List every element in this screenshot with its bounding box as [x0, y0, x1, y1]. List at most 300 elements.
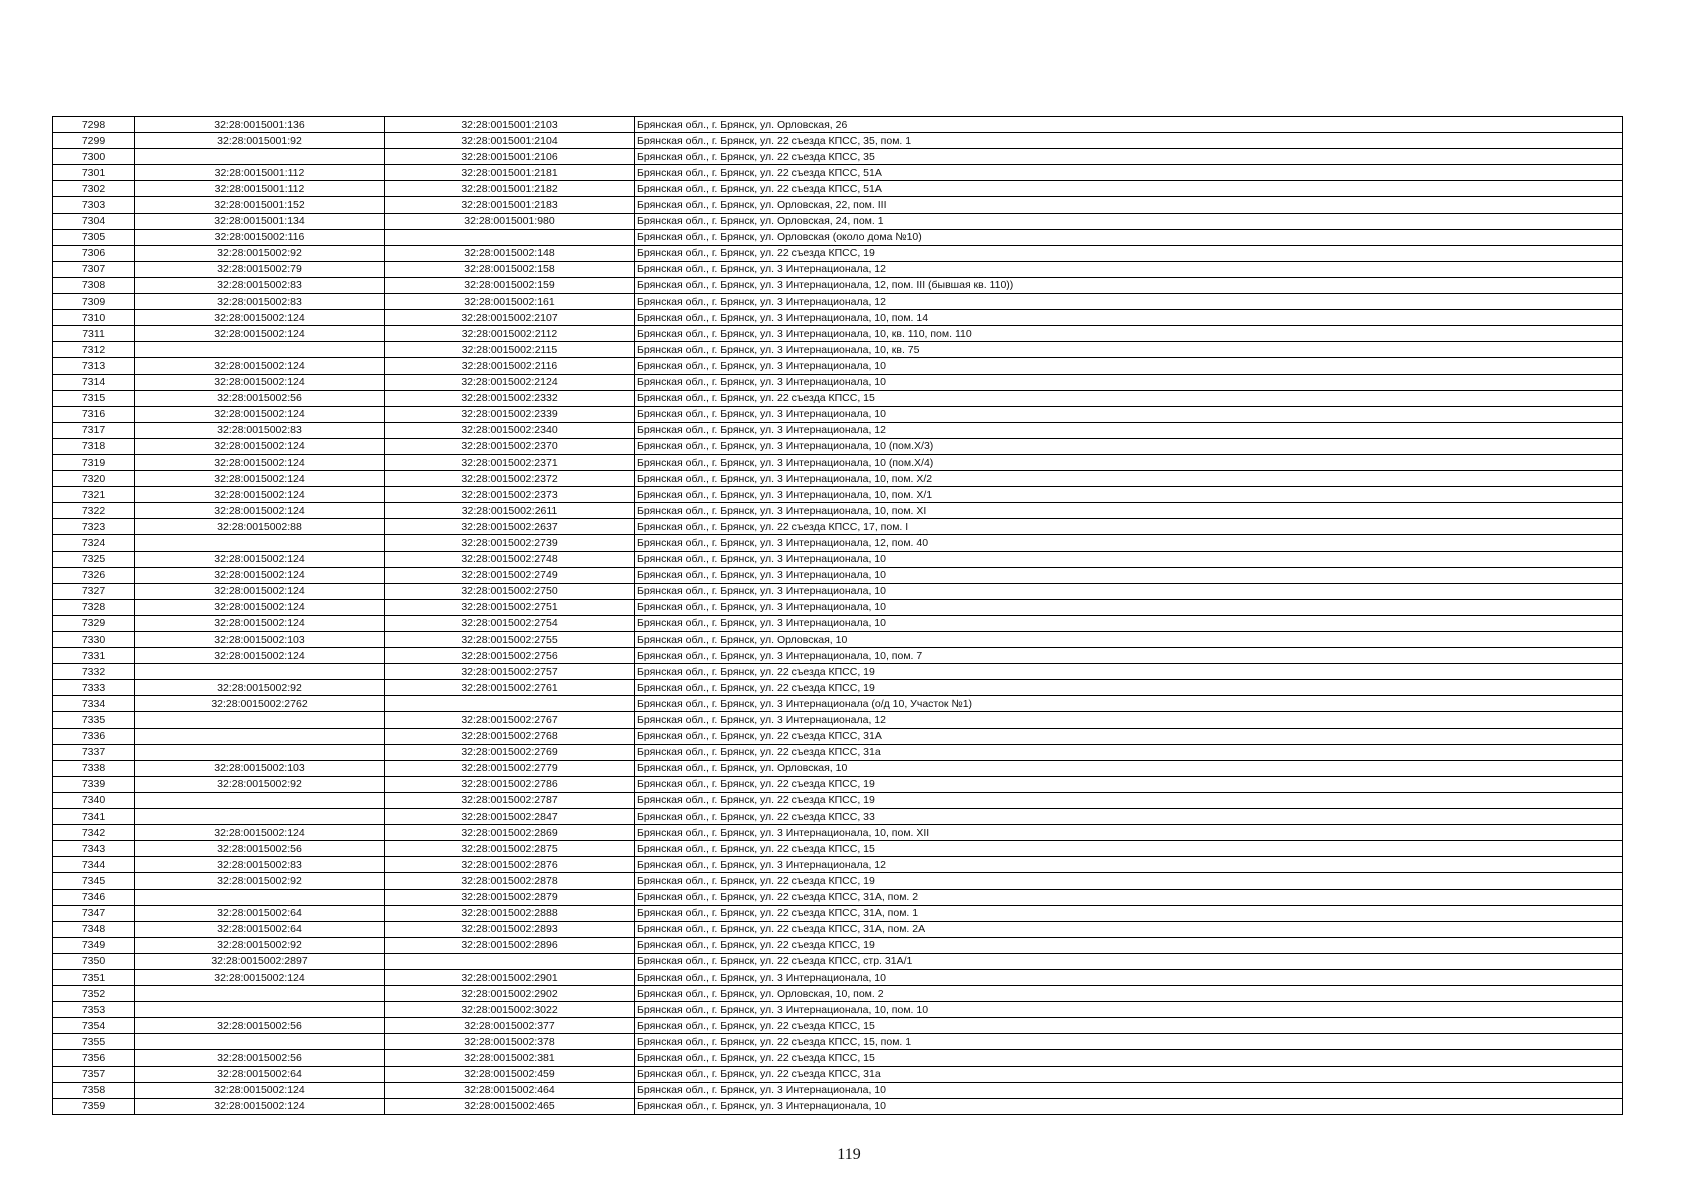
row-number-cell: 7301	[53, 165, 135, 181]
table-row	[53, 873, 1623, 889]
parcel-number-cell: 32:28:0015002:124	[135, 825, 385, 841]
object-number-cell: 32:28:0015002:2370	[385, 438, 635, 454]
row-number-cell: 7331	[53, 648, 135, 664]
table-row	[53, 583, 1623, 599]
object-number-cell: 32:28:0015002:2332	[385, 390, 635, 406]
parcel-number-cell: 32:28:0015002:92	[135, 937, 385, 953]
address-cell: Брянская обл., г. Брянск, ул. Орловская, 10	[635, 632, 1623, 648]
parcel-number-cell: 32:28:0015002:124	[135, 374, 385, 390]
address-cell: Брянская обл., г. Брянск, ул. 3 Интернационала, 12, пом. III (бывшая кв. 110))	[635, 277, 1623, 293]
table-row	[53, 969, 1623, 985]
object-number-cell: 32:28:0015002:2767	[385, 712, 635, 728]
parcel-number-cell	[135, 809, 385, 825]
parcel-number-cell: 32:28:0015002:124	[135, 406, 385, 422]
table-row	[53, 1066, 1623, 1082]
parcel-number-cell	[135, 664, 385, 680]
table-row	[53, 1002, 1623, 1018]
table-row	[53, 615, 1623, 631]
row-number-cell: 7308	[53, 277, 135, 293]
parcel-number-cell	[135, 342, 385, 358]
table-row	[53, 310, 1623, 326]
object-number-cell: 32:28:0015001:2104	[385, 133, 635, 149]
table-row	[53, 1098, 1623, 1114]
object-number-cell: 32:28:0015002:2878	[385, 873, 635, 889]
address-cell: Брянская обл., г. Брянск, ул. 3 Интернационала, 10	[635, 551, 1623, 567]
parcel-number-cell: 32:28:0015002:83	[135, 277, 385, 293]
object-number-cell: 32:28:0015002:2112	[385, 326, 635, 342]
table-row	[53, 519, 1623, 535]
address-cell: Брянская обл., г. Брянск, ул. 3 Интернационала, 12	[635, 294, 1623, 310]
address-cell: Брянская обл., г. Брянск, ул. 3 Интернационала, 10	[635, 358, 1623, 374]
address-cell: Брянская обл., г. Брянск, ул. 3 Интернационала, 10, пом. 14	[635, 310, 1623, 326]
table-row	[53, 535, 1623, 551]
object-number-cell: 32:28:0015002:2755	[385, 632, 635, 648]
object-number-cell	[385, 953, 635, 969]
row-number-cell: 7333	[53, 680, 135, 696]
table-row	[53, 632, 1623, 648]
parcel-number-cell: 32:28:0015002:64	[135, 921, 385, 937]
address-cell: Брянская обл., г. Брянск, ул. 22 съезда КПСС, 19	[635, 245, 1623, 261]
object-number-cell: 32:28:0015002:381	[385, 1050, 635, 1066]
address-cell: Брянская обл., г. Брянск, ул. 3 Интернационала, 10, пом. XI	[635, 503, 1623, 519]
parcel-number-cell: 32:28:0015002:124	[135, 487, 385, 503]
row-number-cell: 7356	[53, 1050, 135, 1066]
parcel-number-cell: 32:28:0015002:124	[135, 1098, 385, 1114]
parcel-number-cell: 32:28:0015001:134	[135, 213, 385, 229]
address-cell: Брянская обл., г. Брянск, ул. 3 Интернационала, 12	[635, 712, 1623, 728]
table-row	[53, 1050, 1623, 1066]
object-number-cell: 32:28:0015001:2103	[385, 117, 635, 133]
row-number-cell: 7347	[53, 905, 135, 921]
parcel-number-cell: 32:28:0015002:79	[135, 261, 385, 277]
address-cell: Брянская обл., г. Брянск, ул. 3 Интернационала, 10, пом. 10	[635, 1002, 1623, 1018]
table-row	[53, 213, 1623, 229]
address-cell: Брянская обл., г. Брянск, ул. 22 съезда КПСС, 19	[635, 776, 1623, 792]
table-row	[53, 986, 1623, 1002]
object-number-cell: 32:28:0015002:2875	[385, 841, 635, 857]
parcel-number-cell: 32:28:0015002:92	[135, 680, 385, 696]
address-cell: Брянская обл., г. Брянск, ул. 3 Интернационала, 10 (пом.Х/4)	[635, 454, 1623, 470]
parcel-number-cell	[135, 986, 385, 1002]
table-row	[53, 599, 1623, 615]
address-cell: Брянская обл., г. Брянск, ул. 22 съезда КПСС, 51А	[635, 181, 1623, 197]
address-cell: Брянская обл., г. Брянск, ул. 3 Интернационала, 10	[635, 969, 1623, 985]
row-number-cell: 7339	[53, 776, 135, 792]
address-cell: Брянская обл., г. Брянск, ул. 22 съезда КПСС, 15	[635, 1050, 1623, 1066]
table-row	[53, 905, 1623, 921]
address-cell: Брянская обл., г. Брянск, ул. 3 Интернационала, 10	[635, 374, 1623, 390]
table-row	[53, 776, 1623, 792]
address-cell: Брянская обл., г. Брянск, ул. 3 Интернационала, 12	[635, 261, 1623, 277]
object-number-cell: 32:28:0015001:2181	[385, 165, 635, 181]
row-number-cell: 7330	[53, 632, 135, 648]
table-row	[53, 165, 1623, 181]
row-number-cell: 7311	[53, 326, 135, 342]
table-row	[53, 825, 1623, 841]
parcel-number-cell	[135, 1034, 385, 1050]
register-table	[52, 116, 1623, 1115]
table-row	[53, 857, 1623, 873]
address-cell: Брянская обл., г. Брянск, ул. 22 съезда КПСС, 19	[635, 792, 1623, 808]
table-row	[53, 648, 1623, 664]
parcel-number-cell: 32:28:0015002:103	[135, 632, 385, 648]
table-row	[53, 326, 1623, 342]
object-number-cell: 32:28:0015001:2183	[385, 197, 635, 213]
object-number-cell: 32:28:0015002:2847	[385, 809, 635, 825]
object-number-cell: 32:28:0015002:2876	[385, 857, 635, 873]
parcel-number-cell: 32:28:0015002:124	[135, 358, 385, 374]
address-cell: Брянская обл., г. Брянск, ул. 22 съезда КПСС, 15	[635, 1018, 1623, 1034]
row-number-cell: 7344	[53, 857, 135, 873]
table-row	[53, 680, 1623, 696]
parcel-number-cell: 32:28:0015002:83	[135, 422, 385, 438]
object-number-cell: 32:28:0015002:2757	[385, 664, 635, 680]
parcel-number-cell	[135, 1002, 385, 1018]
row-number-cell: 7329	[53, 615, 135, 631]
object-number-cell	[385, 696, 635, 712]
parcel-number-cell: 32:28:0015002:124	[135, 438, 385, 454]
row-number-cell: 7320	[53, 471, 135, 487]
row-number-cell: 7335	[53, 712, 135, 728]
object-number-cell: 32:28:0015001:2106	[385, 149, 635, 165]
address-cell: Брянская обл., г. Брянск, ул. 22 съезда КПСС, 19	[635, 664, 1623, 680]
parcel-number-cell: 32:28:0015002:88	[135, 519, 385, 535]
parcel-number-cell: 32:28:0015002:64	[135, 905, 385, 921]
row-number-cell: 7328	[53, 599, 135, 615]
row-number-cell: 7310	[53, 310, 135, 326]
parcel-number-cell: 32:28:0015002:124	[135, 503, 385, 519]
address-cell: Брянская обл., г. Брянск, ул. 3 Интернационала, 10, кв. 110, пом. 110	[635, 326, 1623, 342]
row-number-cell: 7341	[53, 809, 135, 825]
table-row	[53, 245, 1623, 261]
parcel-number-cell: 32:28:0015002:116	[135, 229, 385, 245]
object-number-cell: 32:28:0015002:3022	[385, 1002, 635, 1018]
parcel-number-cell	[135, 728, 385, 744]
table-row	[53, 841, 1623, 857]
row-number-cell: 7325	[53, 551, 135, 567]
page-number: 119	[837, 1146, 861, 1163]
object-number-cell: 32:28:0015002:2786	[385, 776, 635, 792]
object-number-cell: 32:28:0015002:161	[385, 294, 635, 310]
address-cell: Брянская обл., г. Брянск, ул. 22 съезда КПСС, 35	[635, 149, 1623, 165]
parcel-number-cell: 32:28:0015002:83	[135, 294, 385, 310]
row-number-cell: 7300	[53, 149, 135, 165]
object-number-cell: 32:28:0015002:464	[385, 1082, 635, 1098]
parcel-number-cell: 32:28:0015002:124	[135, 551, 385, 567]
row-number-cell: 7299	[53, 133, 135, 149]
object-number-cell: 32:28:0015002:2888	[385, 905, 635, 921]
parcel-number-cell: 32:28:0015002:124	[135, 648, 385, 664]
table-row	[53, 744, 1623, 760]
object-number-cell: 32:28:0015002:465	[385, 1098, 635, 1114]
row-number-cell: 7306	[53, 245, 135, 261]
address-cell: Брянская обл., г. Брянск, ул. 22 съезда КПСС, 31а	[635, 1066, 1623, 1082]
register-table-body	[53, 117, 1623, 1115]
parcel-number-cell: 32:28:0015002:124	[135, 615, 385, 631]
parcel-number-cell: 32:28:0015002:83	[135, 857, 385, 873]
table-row	[53, 664, 1623, 680]
row-number-cell: 7302	[53, 181, 135, 197]
table-row	[53, 696, 1623, 712]
object-number-cell: 32:28:0015002:2756	[385, 648, 635, 664]
table-row	[53, 1082, 1623, 1098]
row-number-cell: 7313	[53, 358, 135, 374]
parcel-number-cell: 32:28:0015002:124	[135, 969, 385, 985]
row-number-cell: 7317	[53, 422, 135, 438]
parcel-number-cell: 32:28:0015001:136	[135, 117, 385, 133]
table-row	[53, 712, 1623, 728]
parcel-number-cell: 32:28:0015002:56	[135, 1018, 385, 1034]
table-row	[53, 567, 1623, 583]
address-cell: Брянская обл., г. Брянск, ул. 3 Интернационала, 10, пом. XII	[635, 825, 1623, 841]
table-row	[53, 133, 1623, 149]
table-row	[53, 487, 1623, 503]
address-cell: Брянская обл., г. Брянск, ул. 3 Интернационала, 12	[635, 857, 1623, 873]
table-row	[53, 937, 1623, 953]
address-cell: Брянская обл., г. Брянск, ул. 3 Интернационала, 12, пом. 40	[635, 535, 1623, 551]
parcel-number-cell	[135, 792, 385, 808]
object-number-cell: 32:28:0015002:2116	[385, 358, 635, 374]
parcel-number-cell: 32:28:0015002:124	[135, 1082, 385, 1098]
row-number-cell: 7309	[53, 294, 135, 310]
object-number-cell: 32:28:0015002:2373	[385, 487, 635, 503]
address-cell: Брянская обл., г. Брянск, ул. Орловская, 22, пом. III	[635, 197, 1623, 213]
object-number-cell: 32:28:0015002:2340	[385, 422, 635, 438]
object-number-cell: 32:28:0015002:2611	[385, 503, 635, 519]
parcel-number-cell: 32:28:0015002:124	[135, 583, 385, 599]
row-number-cell: 7334	[53, 696, 135, 712]
parcel-number-cell: 32:28:0015002:56	[135, 1050, 385, 1066]
object-number-cell: 32:28:0015002:159	[385, 277, 635, 293]
parcel-number-cell: 32:28:0015002:64	[135, 1066, 385, 1082]
parcel-number-cell: 32:28:0015001:112	[135, 165, 385, 181]
address-cell: Брянская обл., г. Брянск, ул. 22 съезда КПСС, 33	[635, 809, 1623, 825]
address-cell: Брянская обл., г. Брянск, ул. Орловская, 10, пом. 2	[635, 986, 1623, 1002]
table-row	[53, 454, 1623, 470]
row-number-cell: 7336	[53, 728, 135, 744]
row-number-cell: 7354	[53, 1018, 135, 1034]
address-cell: Брянская обл., г. Брянск, ул. 22 съезда КПСС, 31А, пом. 2	[635, 889, 1623, 905]
object-number-cell: 32:28:0015002:2371	[385, 454, 635, 470]
row-number-cell: 7298	[53, 117, 135, 133]
table-row	[53, 277, 1623, 293]
row-number-cell: 7305	[53, 229, 135, 245]
table-row	[53, 503, 1623, 519]
row-number-cell: 7350	[53, 953, 135, 969]
row-number-cell: 7321	[53, 487, 135, 503]
table-row	[53, 1018, 1623, 1034]
address-cell: Брянская обл., г. Брянск, ул. 22 съезда КПСС, 17, пом. I	[635, 519, 1623, 535]
row-number-cell: 7358	[53, 1082, 135, 1098]
object-number-cell: 32:28:0015002:2372	[385, 471, 635, 487]
row-number-cell: 7322	[53, 503, 135, 519]
object-number-cell: 32:28:0015002:2339	[385, 406, 635, 422]
address-cell: Брянская обл., г. Брянск, ул. 22 съезда КПСС, 31а	[635, 744, 1623, 760]
address-cell: Брянская обл., г. Брянск, ул. 3 Интернационала, 10, пом. Х/1	[635, 487, 1623, 503]
parcel-number-cell: 32:28:0015002:92	[135, 776, 385, 792]
row-number-cell: 7303	[53, 197, 135, 213]
table-row	[53, 438, 1623, 454]
table-row	[53, 1034, 1623, 1050]
table-row	[53, 728, 1623, 744]
object-number-cell: 32:28:0015002:2749	[385, 567, 635, 583]
address-cell: Брянская обл., г. Брянск, ул. 22 съезда КПСС, 31А, пом. 2А	[635, 921, 1623, 937]
parcel-number-cell: 32:28:0015002:124	[135, 567, 385, 583]
address-cell: Брянская обл., г. Брянск, ул. 22 съезда КПСС, 15, пом. 1	[635, 1034, 1623, 1050]
address-cell: Брянская обл., г. Брянск, ул. 3 Интернационала, 10	[635, 406, 1623, 422]
parcel-number-cell: 32:28:0015002:103	[135, 760, 385, 776]
row-number-cell: 7319	[53, 454, 135, 470]
address-cell: Брянская обл., г. Брянск, ул. Орловская, 24, пом. 1	[635, 213, 1623, 229]
object-number-cell: 32:28:0015002:378	[385, 1034, 635, 1050]
object-number-cell: 32:28:0015001:980	[385, 213, 635, 229]
address-cell: Брянская обл., г. Брянск, ул. Орловская (около дома №10)	[635, 229, 1623, 245]
object-number-cell: 32:28:0015002:2750	[385, 583, 635, 599]
row-number-cell: 7316	[53, 406, 135, 422]
parcel-number-cell: 32:28:0015002:124	[135, 326, 385, 342]
table-row	[53, 374, 1623, 390]
table-row	[53, 181, 1623, 197]
object-number-cell: 32:28:0015002:148	[385, 245, 635, 261]
object-number-cell: 32:28:0015002:2769	[385, 744, 635, 760]
table-row	[53, 294, 1623, 310]
parcel-number-cell: 32:28:0015002:124	[135, 599, 385, 615]
table-row	[53, 197, 1623, 213]
object-number-cell: 32:28:0015002:377	[385, 1018, 635, 1034]
object-number-cell: 32:28:0015002:2115	[385, 342, 635, 358]
parcel-number-cell	[135, 535, 385, 551]
row-number-cell: 7324	[53, 535, 135, 551]
object-number-cell: 32:28:0015002:2787	[385, 792, 635, 808]
object-number-cell: 32:28:0015002:2901	[385, 969, 635, 985]
parcel-number-cell	[135, 889, 385, 905]
address-cell: Брянская обл., г. Брянск, ул. 22 съезда КПСС, 15	[635, 390, 1623, 406]
parcel-number-cell: 32:28:0015002:92	[135, 873, 385, 889]
address-cell: Брянская обл., г. Брянск, ул. 22 съезда КПСС, 19	[635, 937, 1623, 953]
address-cell: Брянская обл., г. Брянск, ул. 3 Интернационала, 10 (пом.Х/3)	[635, 438, 1623, 454]
row-number-cell: 7315	[53, 390, 135, 406]
row-number-cell: 7323	[53, 519, 135, 535]
parcel-number-cell: 32:28:0015001:92	[135, 133, 385, 149]
parcel-number-cell	[135, 744, 385, 760]
object-number-cell	[385, 229, 635, 245]
table-row	[53, 471, 1623, 487]
row-number-cell: 7351	[53, 969, 135, 985]
row-number-cell: 7340	[53, 792, 135, 808]
table-row	[53, 149, 1623, 165]
address-cell: Брянская обл., г. Брянск, ул. 22 съезда КПСС, 15	[635, 841, 1623, 857]
address-cell: Брянская обл., г. Брянск, ул. 22 съезда КПСС, 51А	[635, 165, 1623, 181]
table-row	[53, 760, 1623, 776]
parcel-number-cell	[135, 149, 385, 165]
table-row	[53, 229, 1623, 245]
row-number-cell: 7353	[53, 1002, 135, 1018]
object-number-cell: 32:28:0015002:2124	[385, 374, 635, 390]
table-row	[53, 889, 1623, 905]
parcel-number-cell: 32:28:0015001:112	[135, 181, 385, 197]
object-number-cell: 32:28:0015002:2896	[385, 937, 635, 953]
row-number-cell: 7326	[53, 567, 135, 583]
address-cell: Брянская обл., г. Брянск, ул. 22 съезда КПСС, 19	[635, 680, 1623, 696]
parcel-number-cell	[135, 712, 385, 728]
object-number-cell: 32:28:0015002:459	[385, 1066, 635, 1082]
table-row	[53, 406, 1623, 422]
table-row	[53, 117, 1623, 133]
address-cell: Брянская обл., г. Брянск, ул. 3 Интернационала, 10	[635, 615, 1623, 631]
parcel-number-cell: 32:28:0015002:56	[135, 390, 385, 406]
address-cell: Брянская обл., г. Брянск, ул. 22 съезда КПСС, 35, пом. 1	[635, 133, 1623, 149]
table-row	[53, 921, 1623, 937]
row-number-cell: 7349	[53, 937, 135, 953]
object-number-cell: 32:28:0015002:2768	[385, 728, 635, 744]
parcel-number-cell: 32:28:0015002:124	[135, 310, 385, 326]
row-number-cell: 7338	[53, 760, 135, 776]
table-row	[53, 551, 1623, 567]
row-number-cell: 7357	[53, 1066, 135, 1082]
row-number-cell: 7312	[53, 342, 135, 358]
table-row	[53, 792, 1623, 808]
row-number-cell: 7342	[53, 825, 135, 841]
address-cell: Брянская обл., г. Брянск, ул. 3 Интернационала, 10	[635, 583, 1623, 599]
object-number-cell: 32:28:0015002:2869	[385, 825, 635, 841]
object-number-cell: 32:28:0015002:2637	[385, 519, 635, 535]
object-number-cell: 32:28:0015002:2893	[385, 921, 635, 937]
table-row	[53, 342, 1623, 358]
table-row	[53, 261, 1623, 277]
parcel-number-cell: 32:28:0015001:152	[135, 197, 385, 213]
address-cell: Брянская обл., г. Брянск, ул. 3 Интернационала, 10, кв. 75	[635, 342, 1623, 358]
table-row	[53, 953, 1623, 969]
address-cell: Брянская обл., г. Брянск, ул. Орловская, 10	[635, 760, 1623, 776]
object-number-cell: 32:28:0015002:2739	[385, 535, 635, 551]
address-cell: Брянская обл., г. Брянск, ул. 3 Интернационала (о/д 10, Участок №1)	[635, 696, 1623, 712]
table-row	[53, 809, 1623, 825]
object-number-cell: 32:28:0015001:2182	[385, 181, 635, 197]
address-cell: Брянская обл., г. Брянск, ул. 22 съезда КПСС, 31А, пом. 1	[635, 905, 1623, 921]
parcel-number-cell: 32:28:0015002:56	[135, 841, 385, 857]
row-number-cell: 7314	[53, 374, 135, 390]
object-number-cell: 32:28:0015002:2761	[385, 680, 635, 696]
parcel-number-cell: 32:28:0015002:124	[135, 471, 385, 487]
row-number-cell: 7327	[53, 583, 135, 599]
object-number-cell: 32:28:0015002:2902	[385, 986, 635, 1002]
address-cell: Брянская обл., г. Брянск, ул. 3 Интернационала, 10	[635, 1082, 1623, 1098]
parcel-number-cell: 32:28:0015002:124	[135, 454, 385, 470]
table-row	[53, 358, 1623, 374]
address-cell: Брянская обл., г. Брянск, ул. 22 съезда КПСС, 31А	[635, 728, 1623, 744]
row-number-cell: 7352	[53, 986, 135, 1002]
object-number-cell: 32:28:0015002:2751	[385, 599, 635, 615]
row-number-cell: 7318	[53, 438, 135, 454]
row-number-cell: 7345	[53, 873, 135, 889]
object-number-cell: 32:28:0015002:2748	[385, 551, 635, 567]
address-cell: Брянская обл., г. Брянск, ул. 3 Интернационала, 12	[635, 422, 1623, 438]
table-row	[53, 390, 1623, 406]
address-cell: Брянская обл., г. Брянск, ул. 3 Интернационала, 10	[635, 599, 1623, 615]
row-number-cell: 7355	[53, 1034, 135, 1050]
object-number-cell: 32:28:0015002:2879	[385, 889, 635, 905]
address-cell: Брянская обл., г. Брянск, ул. 22 съезда КПСС, 19	[635, 873, 1623, 889]
address-cell: Брянская обл., г. Брянск, ул. Орловская, 26	[635, 117, 1623, 133]
table-row	[53, 422, 1623, 438]
parcel-number-cell: 32:28:0015002:2762	[135, 696, 385, 712]
address-cell: Брянская обл., г. Брянск, ул. 3 Интернационала, 10, пом. 7	[635, 648, 1623, 664]
object-number-cell: 32:28:0015002:2107	[385, 310, 635, 326]
row-number-cell: 7332	[53, 664, 135, 680]
parcel-number-cell: 32:28:0015002:92	[135, 245, 385, 261]
address-cell: Брянская обл., г. Брянск, ул. 3 Интернационала, 10	[635, 1098, 1623, 1114]
object-number-cell: 32:28:0015002:2754	[385, 615, 635, 631]
